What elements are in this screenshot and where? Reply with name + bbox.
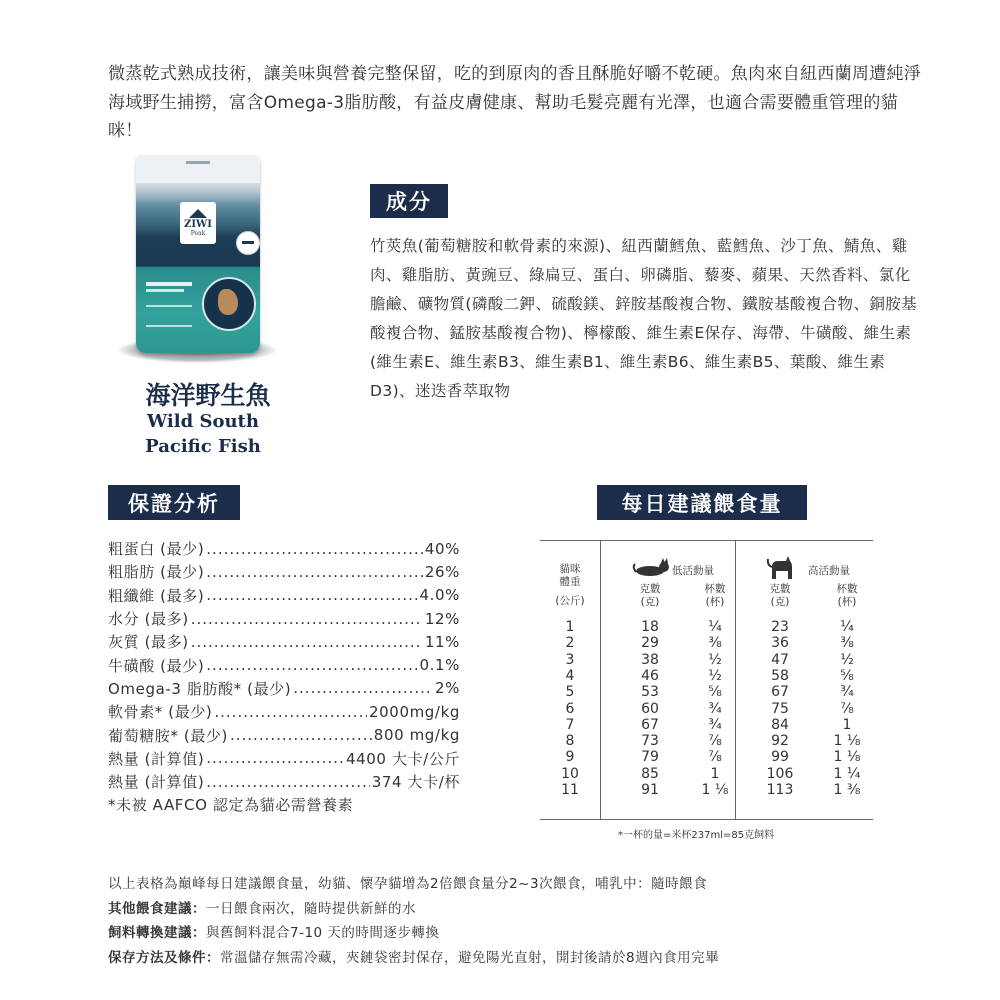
analysis-value: 2% bbox=[435, 679, 460, 698]
analysis-value: 26% bbox=[424, 562, 460, 581]
low-grams-cell: 73 bbox=[641, 733, 659, 750]
high-cup-unit: (杯) bbox=[837, 596, 857, 608]
low-grams-cell: 46 bbox=[641, 667, 659, 684]
high-grams-cell: 113 bbox=[766, 782, 794, 798]
low-grams-cell: 85 bbox=[641, 765, 659, 782]
analysis-row bbox=[108, 537, 460, 560]
high-grams-cell: 75 bbox=[771, 700, 789, 717]
analysis-row bbox=[108, 700, 460, 723]
low-cups-cell: 1 ⅛ bbox=[701, 782, 729, 798]
high-cups-cell: 1 ⅛ bbox=[833, 749, 861, 766]
analysis-label: 熱量 (計算值) bbox=[108, 773, 205, 792]
analysis-list bbox=[108, 537, 460, 816]
intro-paragraph: 微蒸乾式熟成技術，讓美味與營養完整保留，吃的到原肉的香且酥脆好嚼不乾硬。魚肉來自紐西蘭周遭純淨海域野生捕撈，富含Omega-3脂肪酸，有益皮膚健康、幫助毛髮亮麗有光澤，也適合需要體重管理的貓咪！ bbox=[108, 64, 922, 141]
analysis-value: 2000mg/kg bbox=[369, 702, 460, 721]
analysis-title: 保證分析 bbox=[108, 485, 240, 520]
analysis-value: 800 mg/kg bbox=[373, 726, 460, 745]
low-cups-cell: ⅝ bbox=[708, 684, 722, 701]
weight-cell: 9 bbox=[565, 749, 575, 766]
bag-text-line bbox=[146, 289, 184, 292]
analysis-label: 粗脂肪 (最少) bbox=[108, 563, 205, 582]
low-cups-cell: ⅞ bbox=[708, 733, 722, 750]
high-grams-cell: 92 bbox=[771, 733, 789, 750]
note-text: 以上表格為巔峰每日建議餵食量，幼貓、懷孕貓增為2倍餵食量分2~3次餵食，哺乳中：隨時餵食 bbox=[108, 876, 708, 893]
low-grams-cell: 29 bbox=[641, 635, 659, 652]
weight-cell: 3 bbox=[565, 651, 575, 668]
analysis-label: 熱量 (計算值) bbox=[108, 749, 205, 768]
low-cups-cell: 1 bbox=[710, 765, 720, 782]
analysis-label: 灰質 (最多) bbox=[108, 633, 189, 652]
weight-cell: 4 bbox=[565, 667, 575, 684]
analysis-row bbox=[108, 560, 460, 583]
brand-logo bbox=[180, 202, 216, 244]
brand-name: ZIWI bbox=[184, 218, 212, 230]
high-cups-cell: 1 ⅛ bbox=[833, 733, 861, 750]
high-grams-cell: 58 bbox=[771, 667, 789, 684]
weight-cell: 7 bbox=[565, 716, 575, 733]
table-divider bbox=[600, 541, 601, 819]
note-line-3 bbox=[108, 919, 928, 944]
high-grams-cell: 47 bbox=[771, 651, 789, 668]
weight-cell: 11 bbox=[561, 782, 579, 798]
bag-top-band bbox=[136, 155, 260, 183]
high-cups-cell: 1 ¼ bbox=[833, 765, 861, 782]
weight-cell: 5 bbox=[565, 684, 575, 701]
weight-unit: (公斤) bbox=[555, 595, 585, 607]
weight-header-2: 體重 bbox=[559, 576, 581, 588]
analysis-row bbox=[108, 607, 460, 630]
low-grams-cell: 91 bbox=[641, 782, 659, 798]
feeding-table bbox=[540, 540, 873, 820]
low-cups-cell: ¼ bbox=[708, 619, 722, 635]
high-grams-cell: 84 bbox=[771, 716, 789, 733]
high-cups-cell: ¼ bbox=[840, 619, 854, 635]
note-text: 一日餵食兩次，隨時提供新鮮的水 bbox=[206, 900, 416, 917]
analysis-value: 4400 大卡/公斤 bbox=[346, 749, 460, 768]
analysis-label: 軟骨素* (最少) bbox=[108, 703, 213, 722]
analysis-value: 4.0% bbox=[419, 586, 460, 605]
low-grams-cell: 79 bbox=[641, 749, 659, 766]
high-cups-cell: 1 ⅜ bbox=[833, 782, 861, 798]
low-activity-label: 低活動量 bbox=[672, 565, 714, 577]
bag-text-line bbox=[146, 282, 192, 286]
high-grams-cell: 99 bbox=[771, 749, 789, 766]
product-name-en-line2: Pacific Fish bbox=[145, 436, 261, 457]
high-grams-cell: 36 bbox=[771, 635, 789, 652]
ingredients-text: 竹莢魚(葡萄糖胺和軟骨素的來源)、紐西蘭鱈魚、藍鱈魚、沙丁魚、鯖魚、雞肉、雞脂肪、黃豌豆、綠扁豆、蛋白、卵磷脂、藜麥、蘋果、天然香料、氯化膽鹼、礦物質(磷酸二鉀、硫酸鎂、鋅胺基酸複合物、鐵胺基酸複合物、銅胺基酸複合物、錳胺基酸複合物)、檸檬酸、維生素E保存、海帶、牛磺酸、維生素(維生素E、維生素B3、維生素B1、維生素B6、維生素B5、葉酸、維生素D3)、迷迭香萃取物 bbox=[370, 237, 918, 400]
high-activity-label: 高活動量 bbox=[808, 565, 850, 577]
high-cups-cell: ½ bbox=[840, 651, 854, 668]
feeding-footnote: *一杯的量=米杯237ml=85克飼料 bbox=[618, 830, 775, 841]
analysis-value: 40% bbox=[424, 539, 460, 558]
dot-leader bbox=[206, 749, 344, 767]
dot-leader bbox=[214, 703, 367, 721]
brand-sub: Peak bbox=[190, 229, 206, 237]
note-label: 飼料轉換建議： bbox=[108, 925, 206, 942]
analysis-value: 12% bbox=[424, 609, 460, 628]
weight-cell: 10 bbox=[561, 765, 579, 782]
low-cups-cell: ¾ bbox=[708, 716, 722, 733]
bag-top-line bbox=[186, 161, 210, 164]
low-cup-unit: (杯) bbox=[705, 596, 725, 608]
feeding-title: 每日建議餵食量 bbox=[597, 485, 807, 520]
low-g-unit: (克) bbox=[640, 596, 660, 608]
low-grams-cell: 18 bbox=[641, 619, 659, 635]
mountain-icon bbox=[189, 209, 207, 218]
low-cups-cell: ½ bbox=[708, 651, 722, 668]
analysis-row bbox=[108, 584, 460, 607]
standing-cat-icon bbox=[766, 553, 794, 581]
dot-leader bbox=[293, 679, 433, 697]
analysis-row bbox=[108, 723, 460, 746]
low-cups-cell: ⅜ bbox=[708, 635, 722, 652]
low-g-label: 克數 bbox=[639, 583, 661, 595]
analysis-label: 粗纖維 (最多) bbox=[108, 586, 205, 605]
weight-cell: 8 bbox=[565, 733, 575, 750]
dot-leader bbox=[191, 610, 423, 628]
analysis-label: 葡萄糖胺* (最少) bbox=[108, 726, 228, 745]
low-cups-cell: ¾ bbox=[708, 700, 722, 717]
note-label: 其他餵食建議： bbox=[108, 900, 206, 917]
food-kibble-circle bbox=[202, 277, 256, 331]
analysis-footnote: *未被 AAFCO 認定為貓必需營養素 bbox=[108, 796, 354, 815]
analysis-value: 374 大卡/杯 bbox=[371, 773, 460, 792]
weight-cell: 1 bbox=[565, 619, 575, 635]
dot-leader bbox=[230, 726, 372, 744]
product-bag-image bbox=[118, 155, 278, 370]
analysis-label: 牛磺酸 (最少) bbox=[108, 656, 205, 675]
high-g-unit: (克) bbox=[770, 596, 790, 608]
high-cups-cell: 1 bbox=[842, 716, 852, 733]
analysis-row bbox=[108, 653, 460, 676]
dot-leader bbox=[206, 656, 417, 674]
high-grams-cell: 67 bbox=[771, 684, 789, 701]
product-bag bbox=[136, 155, 260, 353]
dot-leader bbox=[206, 563, 423, 581]
analysis-label: 粗蛋白 (最少) bbox=[108, 540, 205, 559]
analysis-label: Omega-3 脂肪酸* (最少) bbox=[108, 679, 292, 698]
dot-leader bbox=[191, 633, 423, 651]
high-cups-cell: ¾ bbox=[840, 684, 854, 701]
product-name-en bbox=[118, 409, 288, 459]
dot-leader bbox=[206, 540, 423, 558]
note-line-2 bbox=[108, 895, 928, 920]
note-text: 與舊飼料混合7-10 天的時間逐步轉換 bbox=[206, 925, 440, 942]
high-cups-cell: ⅝ bbox=[840, 667, 854, 684]
product-name-zh: 海洋野生魚 bbox=[145, 381, 271, 410]
note-text: 常溫儲存無需冷藏，夾鏈袋密封保存，避免陽光直射，開封後請於8週內食用完畢 bbox=[220, 949, 720, 966]
weight-header-1: 貓咪 bbox=[559, 563, 581, 575]
high-grams-cell: 106 bbox=[766, 765, 794, 782]
analysis-row bbox=[108, 630, 460, 653]
high-grams-cell: 23 bbox=[771, 619, 789, 635]
low-grams-cell: 53 bbox=[641, 684, 659, 701]
analysis-row bbox=[108, 747, 460, 770]
low-grams-cell: 67 bbox=[641, 716, 659, 733]
bag-badge bbox=[236, 231, 260, 255]
high-cups-cell: ⅞ bbox=[840, 700, 854, 717]
dot-leader bbox=[206, 773, 369, 791]
note-line-1 bbox=[108, 870, 928, 895]
weight-cell: 2 bbox=[565, 635, 575, 652]
high-cups-cell: ⅜ bbox=[840, 635, 854, 652]
note-label: 保存方法及條件： bbox=[108, 949, 220, 966]
bag-text-lines bbox=[146, 305, 192, 327]
analysis-value: 0.1% bbox=[419, 656, 460, 675]
low-cups-cell: ⅞ bbox=[708, 749, 722, 766]
low-grams-cell: 60 bbox=[641, 700, 659, 717]
analysis-value: 11% bbox=[424, 632, 460, 651]
product-name-en-line1: Wild South bbox=[147, 411, 259, 432]
notes-section bbox=[108, 870, 928, 968]
note-line-4 bbox=[108, 944, 928, 969]
high-cup-label: 杯數 bbox=[836, 583, 858, 595]
weight-cell: 6 bbox=[565, 700, 575, 717]
analysis-label: 水分 (最多) bbox=[108, 610, 189, 629]
analysis-row bbox=[108, 677, 460, 700]
lying-cat-icon bbox=[632, 557, 672, 577]
analysis-row bbox=[108, 770, 460, 793]
low-grams-cell: 38 bbox=[641, 651, 659, 668]
low-cups-cell: ½ bbox=[708, 667, 722, 684]
low-cup-label: 杯數 bbox=[704, 583, 726, 595]
dot-leader bbox=[206, 586, 417, 604]
ingredients-title: 成分 bbox=[370, 184, 448, 218]
high-g-label: 克數 bbox=[769, 583, 791, 595]
